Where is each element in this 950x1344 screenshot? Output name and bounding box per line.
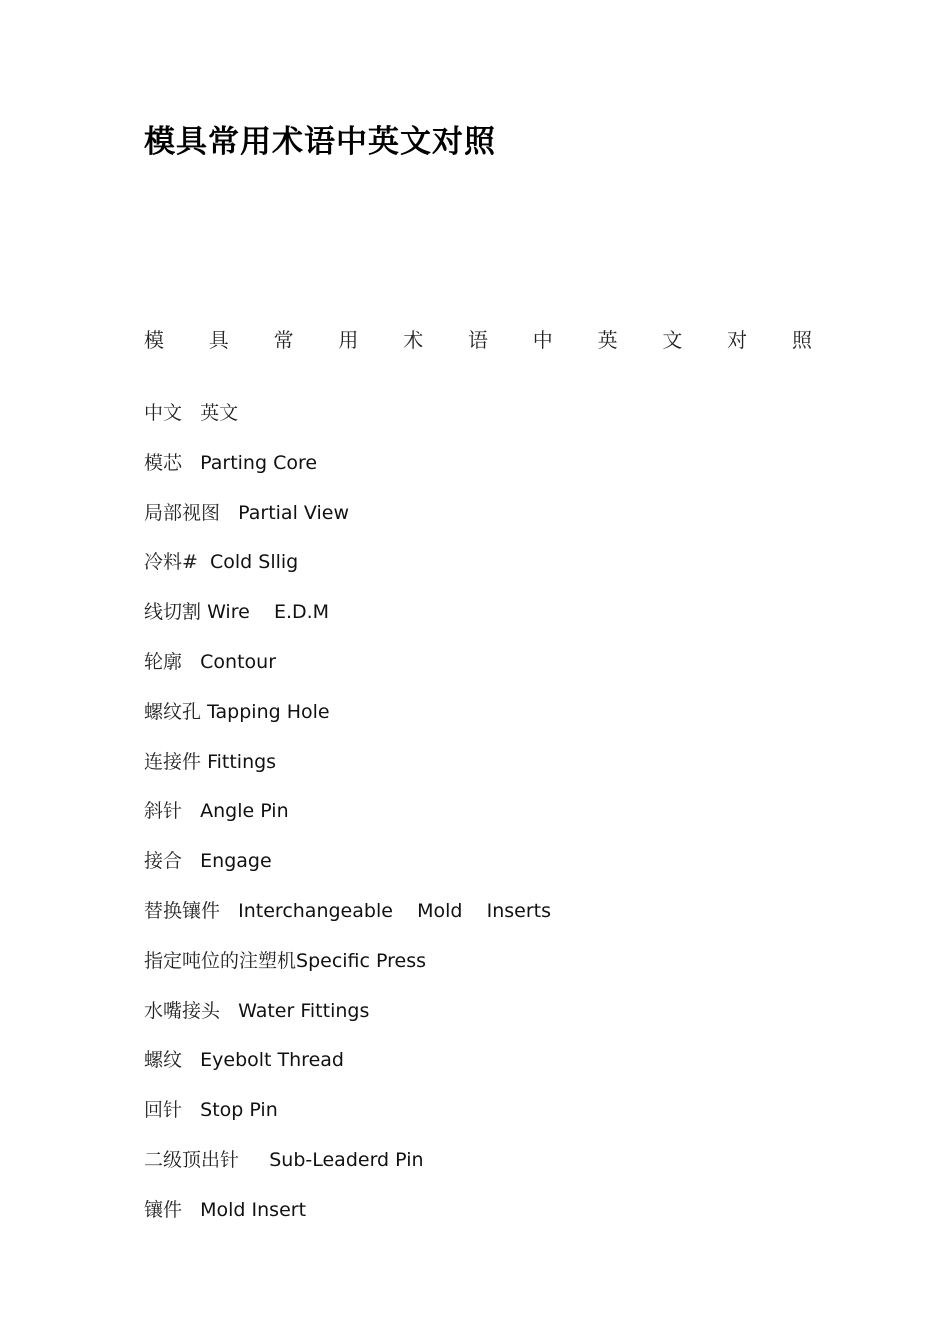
term-separator: [182, 1197, 200, 1223]
english-term: Tapping Hole: [207, 700, 330, 723]
chinese-term: 指定吨位的注塑机: [144, 949, 297, 972]
term-separator: [182, 848, 200, 874]
list-item: [144, 898, 551, 948]
list-item: [144, 998, 551, 1048]
chinese-term: 局部视图: [144, 501, 221, 524]
english-term: Cold Sllig: [210, 551, 299, 574]
chinese-term: 轮廓: [144, 650, 183, 673]
term-separator: [182, 450, 200, 476]
heading-char: 术: [403, 328, 424, 352]
list-item: [144, 699, 551, 749]
term-separator: [182, 1097, 200, 1123]
chinese-term: 中文: [144, 402, 183, 424]
english-term: Stop Pin: [200, 1099, 278, 1122]
english-term: Water Fittings: [238, 999, 370, 1022]
list-item: [144, 948, 551, 998]
english-term: Mold Insert: [200, 1198, 307, 1221]
list-item: [144, 500, 551, 550]
chinese-term: 水嘴接头: [144, 999, 221, 1022]
english-term: Specific Press: [296, 949, 427, 972]
heading-char: 模: [144, 328, 164, 352]
list-item: [144, 549, 551, 599]
heading-char: 文: [662, 328, 683, 352]
term-separator: [182, 798, 200, 824]
list-item: [144, 1097, 551, 1147]
english-term: Partial View: [238, 501, 349, 524]
chinese-term: 螺纹: [144, 1049, 183, 1072]
list-item: [144, 400, 551, 450]
spaced-heading: [144, 324, 812, 353]
english-term: Contour: [200, 650, 277, 673]
chinese-term: 冷料#: [144, 551, 198, 574]
heading-char: 英: [597, 328, 618, 352]
english-term: Engage: [200, 850, 272, 873]
list-item: [144, 1147, 551, 1197]
list-item: [144, 1047, 551, 1097]
term-list: [144, 400, 551, 1247]
term-separator: [239, 1147, 269, 1173]
chinese-term: 螺纹孔: [144, 700, 202, 723]
chinese-term: 接合: [144, 850, 183, 873]
list-item: [144, 599, 551, 649]
heading-char: 常: [273, 328, 294, 352]
english-term: Parting Core: [200, 451, 318, 474]
chinese-term: 线切割: [144, 601, 202, 624]
term-separator: [182, 649, 200, 675]
chinese-term: 镶件: [144, 1198, 183, 1221]
english-term: Fittings: [207, 750, 277, 773]
heading-char: 对: [727, 328, 748, 352]
english-term: Sub-Leaderd Pin: [269, 1148, 424, 1171]
chinese-term: 连接件: [144, 750, 202, 773]
heading-char: 中: [532, 328, 553, 352]
english-term: Eyebolt Thread: [200, 1049, 344, 1072]
english-term: Wire E.D.M: [207, 601, 330, 624]
term-separator: [220, 500, 238, 526]
document-title: 模具常用术语中英文对照: [144, 124, 496, 160]
term-separator: [182, 1047, 200, 1073]
list-item: [144, 649, 551, 699]
heading-char: 语: [467, 328, 488, 352]
heading-char: 具: [208, 328, 229, 352]
chinese-term: 回针: [144, 1099, 183, 1122]
list-item: [144, 749, 551, 799]
list-item: [144, 798, 551, 848]
chinese-term: 斜针: [144, 800, 183, 823]
chinese-term: 模芯: [144, 451, 183, 474]
term-separator: [220, 998, 238, 1024]
term-separator: [182, 400, 200, 426]
term-separator: [220, 898, 238, 924]
list-item: [144, 848, 551, 898]
chinese-term: 替换镶件: [144, 899, 221, 922]
heading-char: 照: [791, 328, 812, 352]
english-term: Interchangeable Mold Inserts: [238, 899, 551, 922]
english-term: 英文: [200, 402, 239, 424]
heading-char: 用: [338, 328, 359, 352]
term-separator: [198, 549, 210, 575]
english-term: Angle Pin: [200, 800, 289, 823]
chinese-term: 二级顶出针: [144, 1148, 240, 1171]
list-item: [144, 450, 551, 500]
list-item: [144, 1197, 551, 1247]
